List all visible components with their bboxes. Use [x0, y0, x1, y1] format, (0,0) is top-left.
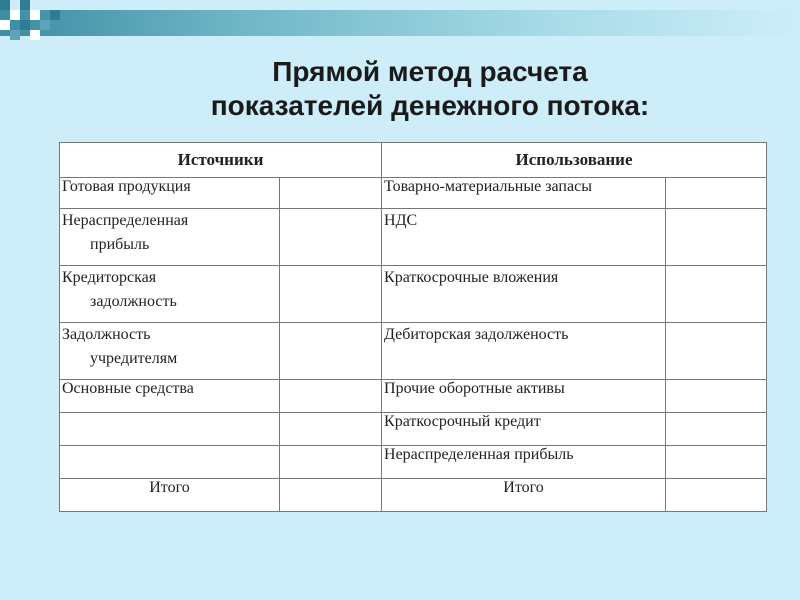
header-uses: Использование — [382, 143, 767, 178]
use-value-cell — [666, 479, 767, 512]
slide-title — [0, 55, 800, 123]
source-value-cell — [280, 446, 382, 479]
use-cell: Дебиторская задолженость — [382, 323, 666, 380]
table-row — [60, 380, 767, 413]
use-value-cell — [666, 209, 767, 266]
use-cell: Нераспределенная прибыль — [382, 446, 666, 479]
source-cell — [60, 413, 280, 446]
cash-flow-table — [59, 142, 767, 512]
total-row — [60, 479, 767, 512]
title-line-2: показателей денежного потока: — [210, 90, 650, 121]
source-cell: Задолжность учредителям — [60, 323, 280, 380]
source-cell: Кредиторская задолжность — [60, 266, 280, 323]
use-cell: НДС — [382, 209, 666, 266]
use-value-cell — [666, 266, 767, 323]
use-cell: Краткосрочный кредит — [382, 413, 666, 446]
table-row — [60, 209, 767, 266]
source-cell: Нераспределенная прибыль — [60, 209, 280, 266]
use-value-cell — [666, 323, 767, 380]
source-value-cell — [280, 323, 382, 380]
use-value-cell — [666, 380, 767, 413]
source-value-cell — [280, 413, 382, 446]
total-left: Итого — [60, 479, 280, 512]
use-value-cell — [666, 178, 767, 209]
source-cell: Готовая продукция — [60, 178, 280, 209]
source-value-cell — [280, 380, 382, 413]
use-cell: Прочие оборотные активы — [382, 380, 666, 413]
table-row — [60, 413, 767, 446]
use-cell: Товарно-материальные запасы — [382, 178, 666, 209]
header-gradient-bar — [0, 10, 800, 36]
table-row — [60, 266, 767, 323]
use-value-cell — [666, 413, 767, 446]
source-value-cell — [280, 266, 382, 323]
source-value-cell — [280, 479, 382, 512]
total-right: Итого — [382, 479, 666, 512]
table-header-row — [60, 143, 767, 178]
table-row — [60, 323, 767, 380]
header-sources: Источники — [60, 143, 382, 178]
source-cell: Основные средства — [60, 380, 280, 413]
use-cell: Краткосрочные вложения — [382, 266, 666, 323]
use-value-cell — [666, 446, 767, 479]
table-row — [60, 446, 767, 479]
decorative-squares-icon — [0, 0, 70, 50]
source-cell — [60, 446, 280, 479]
table-row — [60, 178, 767, 209]
title-line-1: Прямой метод расчета — [272, 56, 588, 87]
source-value-cell — [280, 209, 382, 266]
source-value-cell — [280, 178, 382, 209]
